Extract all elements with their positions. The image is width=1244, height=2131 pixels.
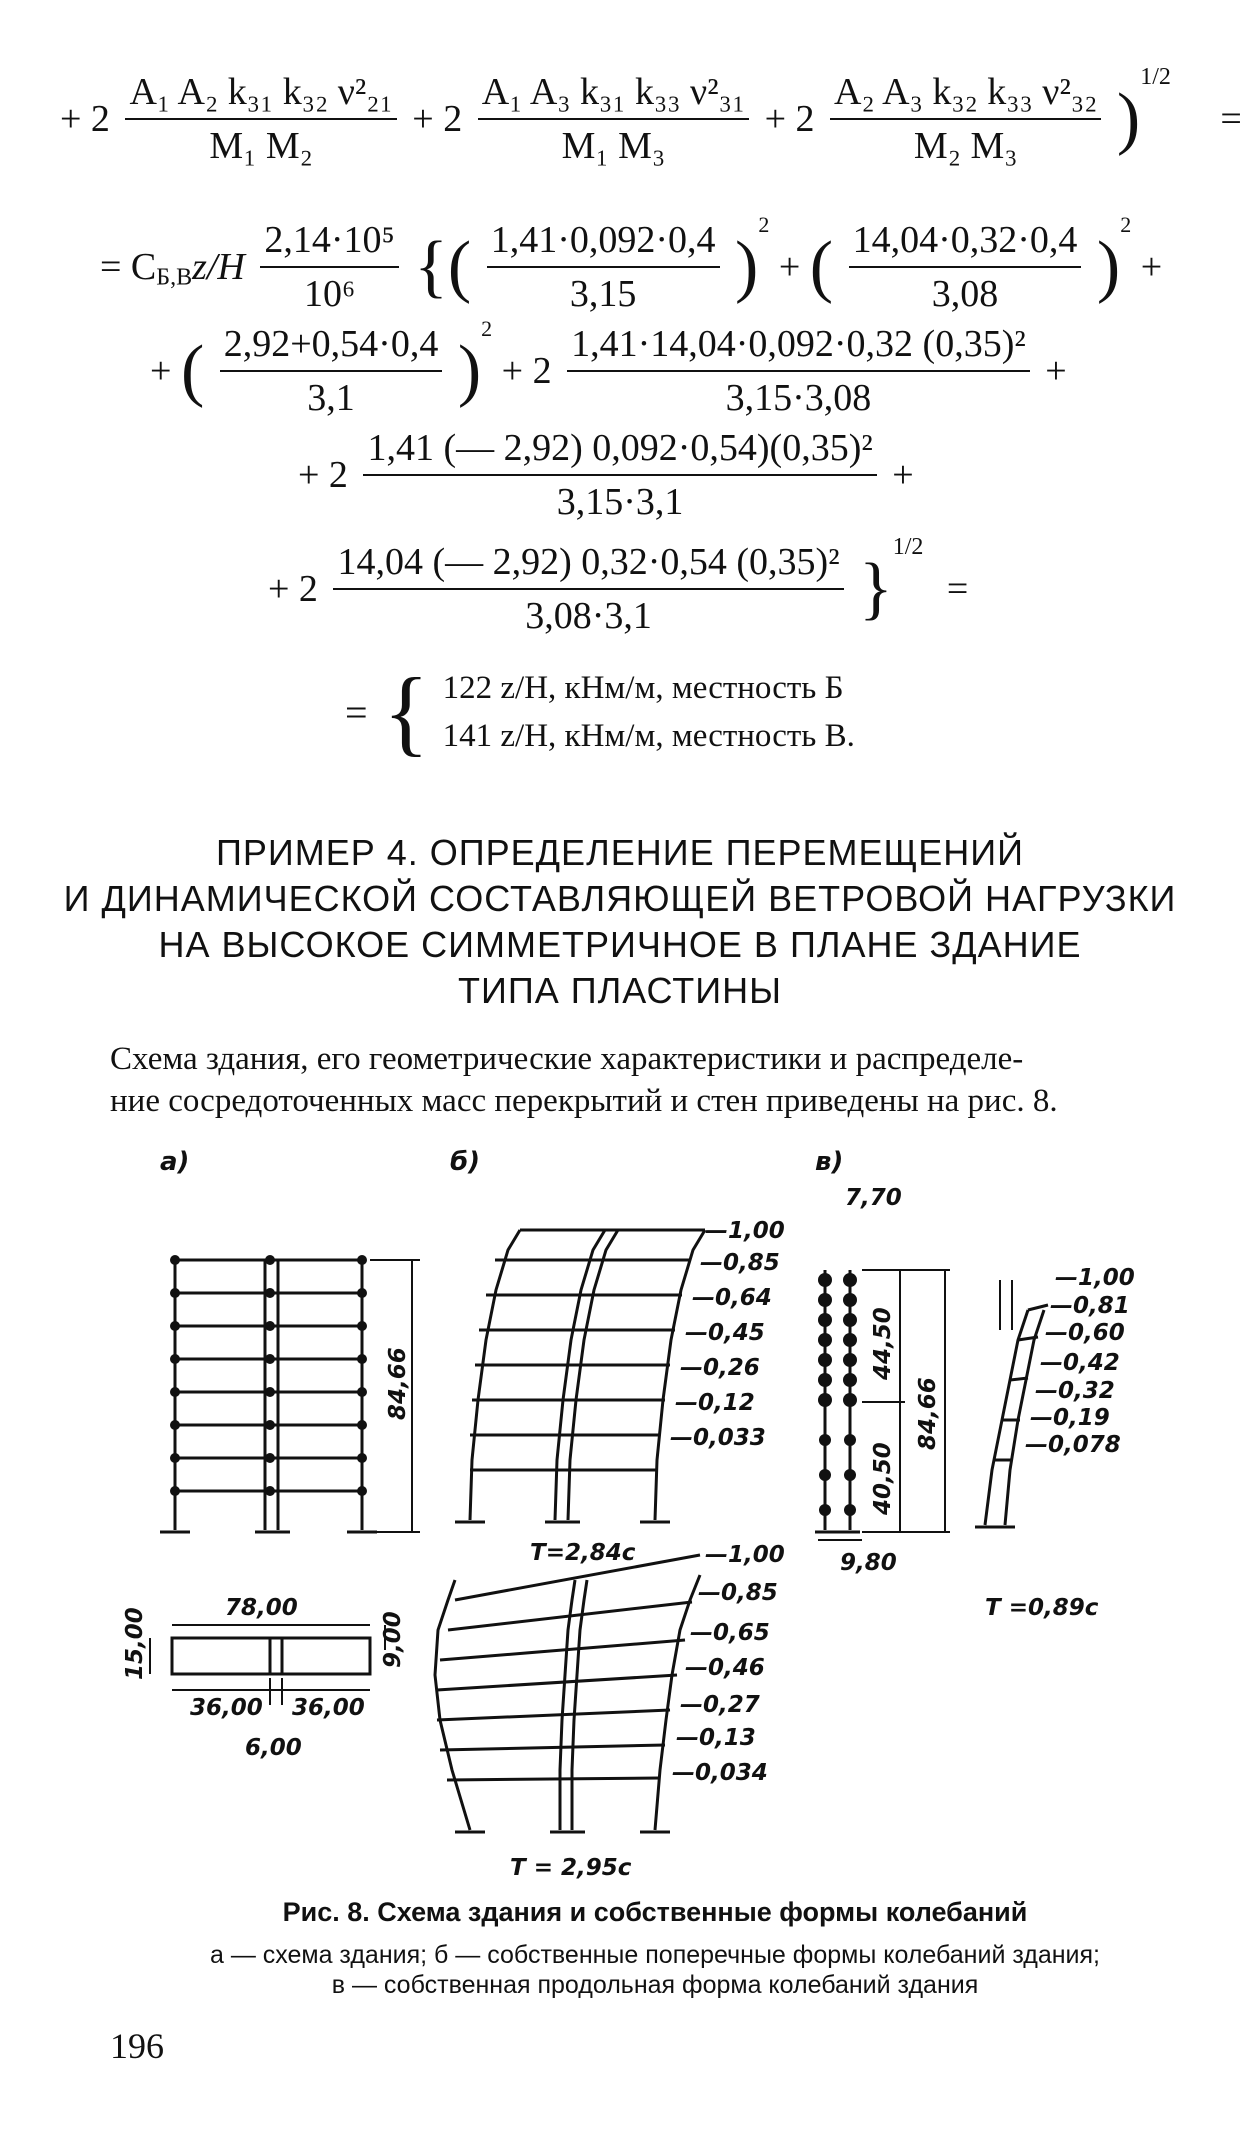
mode-3-period: T =0,89с (985, 1595, 1099, 1621)
fraction: $\frac{\text{A₁ A₃ k₃₁ k₃₃ ν²₃₁}}{\text{M₁ M₃}}$ (478, 70, 749, 168)
plan-left-dimension: 36,00 (190, 1695, 263, 1721)
body-paragraph-line-1: Схема здания, его геометрические характеристики и распределе- (110, 1041, 1024, 1077)
legend-line-1: а — схема здания; б — собственные поперечные формы колебаний здания; (209, 1941, 1101, 1969)
heading-line: НА ВЫСОКОЕ СИММЕТРИЧНОЕ В ПЛАНЕ ЗДАНИЕ (158, 924, 1082, 965)
fraction: $\frac{\text{A₁ A₂ k₃₁ k₃₂ ν²₂₁}}{\text{M₁ M₂}}$ (125, 70, 396, 168)
fraction: $\frac{\text{1,41 (— 2,92) 0,092·0,54)(0,35)²}}{3,15\cdot 3,1}$ (363, 426, 876, 524)
svg-text:—0,42: —0,42 (1040, 1350, 1120, 1376)
equation-row-5: + 2 $\frac{\text{14,04 (— 2,92) 0,32·0,54 (0,35)²}}{3,08\cdot 3,1}$ }$^{1/2}$ = (268, 534, 969, 637)
equation-row-1: + 2 $\frac{\text{A₁ A₂ k₃₁ k₃₂ ν²₂₁}}{\text{M₁ M₂}}$ + 2 $\frac{\text{A₁ A₃ k₃₁ k₃₃ ν²₃₁}}{\text{M₁ M₃}}$ + 2 $\frac{\text{A₂ A₃ k₃₂ k₃₃ ν²₃₂}}{\text{M₂ M₃}}$ )$^{1/2}$ = (60, 64, 1242, 167)
svg-text:—0,64: —0,64 (692, 1285, 772, 1311)
plan-width-dimension: 78,00 (225, 1595, 298, 1621)
equation-row-4: + 2 $\frac{\text{1,41 (— 2,92) 0,092·0,54)(0,35)²}}{3,15\cdot 3,1}$ + (298, 427, 914, 523)
svg-text:—1,00: —1,00 (705, 1542, 785, 1568)
figure-legend (110, 1940, 1200, 2000)
svg-text:—1,00: —1,00 (1055, 1265, 1135, 1291)
page-number: 196 (110, 2026, 164, 2066)
panel-label-a: а) (160, 1147, 190, 1177)
equation-row-3: + ( $\frac{2,92+0,54\cdot 0,4}{3,1}$ )$^2$ + 2 $\frac{\text{1,41·14,04·0,092·0,32 (0,35)²}}{3,15\cdot 3,08}$ + (150, 316, 1067, 419)
mode-1-values (670, 1218, 785, 1451)
svg-text:—0,32: —0,32 (1035, 1378, 1115, 1404)
fraction: $\frac{14,04\cdot 0,32\cdot 0,4}{3,08}$ (849, 218, 1082, 316)
equation-row-2: = $C_{Б,В}z/H$ $\frac{\text{2,14·10⁵}}{\text{10⁶}}$ {( $\frac{1,41\cdot 0,092\cdot 0,4}{3,15}$ )$^2$ + ( $\frac{14,04\cdot 0,32\cdot 0,4}{3,08}$ )$^2$ + (100, 212, 1163, 315)
figure-8 (0, 1130, 1244, 1890)
svg-text:—0,85: —0,85 (698, 1580, 778, 1606)
equation-block (0, 0, 1244, 800)
svg-text:—0,033: —0,033 (670, 1425, 766, 1451)
svg-text:—0,65: —0,65 (690, 1620, 770, 1646)
plan-depth-dimension: 15,00 (122, 1607, 148, 1680)
body-paragraph-line-2: ние сосредоточенных масс перекрытий и стен приведены на рис. 8. (110, 1083, 1058, 1119)
svg-text:—0,034: —0,034 (672, 1760, 768, 1786)
mode-3-values (1025, 1265, 1135, 1458)
heading-line: И ДИНАМИЧЕСКОЙ СОСТАВЛЯЮЩЕЙ ВЕТРОВОЙ НАГРУЗКИ (63, 878, 1177, 919)
heading-line: ТИПА ПЛАСТИНЫ (457, 970, 782, 1011)
panel-label-b: б) (450, 1147, 481, 1177)
svg-text:—0,19: —0,19 (1030, 1405, 1110, 1431)
mode-shape-1 (455, 1230, 705, 1522)
svg-text:—0,13: —0,13 (676, 1725, 756, 1751)
height-dimension-a: 84,66 (385, 1347, 411, 1420)
legend-line-2: в — собственная продольная форма колебаний здания (331, 1971, 979, 1999)
heading-line: ПРИМЕР 4. ОПРЕДЕЛЕНИЕ ПЕРЕМЕЩЕНИЙ (215, 832, 1025, 873)
mode-1-period: T=2,84с (530, 1540, 636, 1566)
v-lower-dimension: 40,50 (870, 1442, 896, 1515)
fraction: $\frac{\text{1,41·14,04·0,092·0,32 (0,35)²}}{3,15\cdot 3,08}$ (567, 322, 1030, 420)
equation-result: = { 122 z/H, кНм/м, местность Б 141 z/H, кНм/м, местность В. (345, 658, 855, 765)
svg-text:—0,12: —0,12 (675, 1390, 755, 1416)
svg-text:—0,60: —0,60 (1045, 1320, 1125, 1346)
fraction: $\frac{\text{A₂ A₃ k₃₂ k₃₃ ν²₃₂}}{\text{M₂ M₃}}$ (830, 70, 1101, 168)
svg-text:—1,00: —1,00 (705, 1218, 785, 1244)
result-line-1: 122 z/H, кНм/м, местность Б (442, 670, 844, 706)
v-top-dimension: 7,70 (845, 1185, 902, 1211)
v-upper-dimension: 44,50 (870, 1307, 896, 1380)
svg-text:—0,81: —0,81 (1050, 1293, 1130, 1319)
svg-text:—0,26: —0,26 (680, 1355, 760, 1381)
fraction: $\frac{2,92+0,54\cdot 0,4}{3,1}$ (220, 322, 443, 420)
plan-right-dimension: 36,00 (292, 1695, 365, 1721)
mode-2-values (672, 1542, 785, 1786)
result-line-2: 141 z/H, кНм/м, местность В. (442, 718, 855, 754)
svg-text:—0,078: —0,078 (1025, 1432, 1121, 1458)
fraction: $\frac{\text{14,04 (— 2,92) 0,32·0,54 (0,35)²}}{3,08\cdot 3,1}$ (333, 540, 843, 638)
frame-schematic-a (160, 1255, 420, 1532)
figure-caption: Рис. 8. Схема здания и собственные формы колебаний (282, 1897, 1028, 1927)
plan-gap-dimension: 6,00 (245, 1735, 302, 1761)
svg-text:—0,27: —0,27 (680, 1692, 760, 1718)
v-base-dimension: 9,80 (840, 1550, 897, 1576)
fraction: $\frac{\text{2,14·10⁵}}{\text{10⁶}}$ (260, 218, 398, 316)
plan-offset-dimension: 9,00 (380, 1611, 406, 1668)
fraction: $\frac{1,41\cdot 0,092\cdot 0,4}{3,15}$ (487, 218, 720, 316)
mode-shape-2 (435, 1555, 700, 1832)
section-heading (40, 830, 1200, 1014)
svg-text:—0,85: —0,85 (700, 1250, 780, 1276)
v-total-dimension: 84,66 (915, 1377, 941, 1450)
panel-label-v: в) (815, 1147, 844, 1177)
plan-view (150, 1625, 385, 1705)
mode-2-period: T = 2,95с (510, 1855, 632, 1881)
svg-text:—0,45: —0,45 (685, 1320, 765, 1346)
svg-text:—0,46: —0,46 (685, 1655, 765, 1681)
